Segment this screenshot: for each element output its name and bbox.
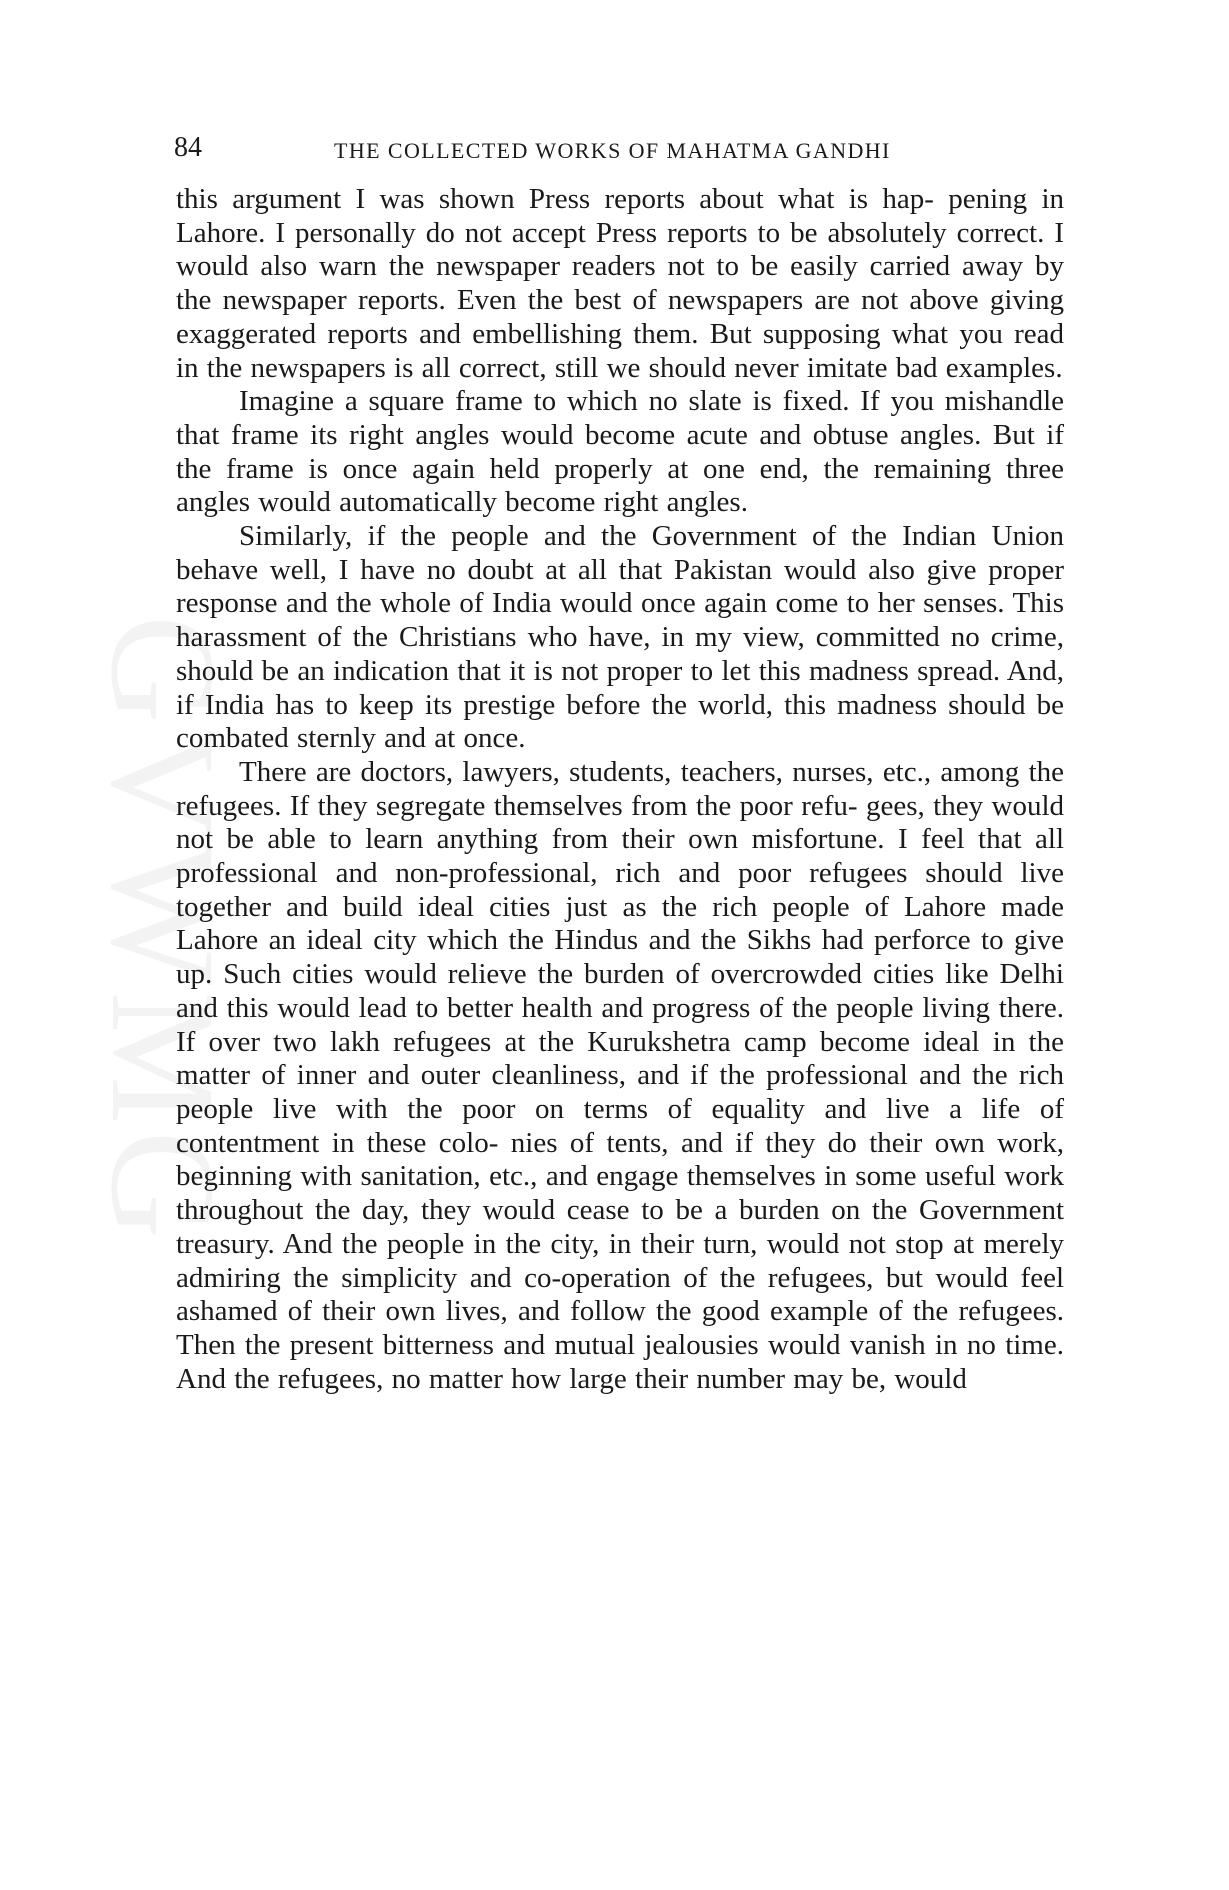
- running-head: THE COLLECTED WORKS OF MAHATMA GANDHI: [334, 138, 891, 163]
- paragraph-3: Similarly, if the people and the Government of the Indian Union behave well, I have no doubt at all that Pakistan would also give proper response and the whole of India would once again come to her senses. This harassment of the Christians who have, in my view, committed no crime, should be an indication that it is not proper to let this madness spread. And, if India has to keep its prestige before the world, this madness should be combated sternly and at once.: [176, 520, 1064, 755]
- page-number: 84: [174, 132, 202, 163]
- body-text: [176, 183, 1064, 1396]
- paragraph-1: this argument I was shown Press reports about what is hap- pening in Lahore. I personally do not accept Press reports to be absolutely correct. I would also warn the newspaper readers not to be easily carried away by the newspaper reports. Even the best of newspapers are not above giving exaggerated reports and embellishing them. But supposing what you read in the newspapers is all correct, still we should never imitate bad examples.: [176, 183, 1064, 384]
- paragraph-2: Imagine a square frame to which no slate is fixed. If you mishandle that frame its right angles would become acute and obtuse angles. But if the frame is once again held properly at one end, the remaining three angles would automatically become right angles.: [176, 385, 1064, 519]
- page-header: [174, 128, 1064, 168]
- paragraph-4: There are doctors, lawyers, students, teachers, nurses, etc., among the refugees. If they segregate themselves from the poor refu- gees, they would not be able to learn anything from their own misfortune. I feel that all professional and non-professional, rich and poor refugees should live together and build ideal cities just as the rich people of Lahore made Lahore an ideal city which the Hindus and the Sikhs had perforce to give up. Such cities would relieve the burden of overcrowded cities like Delhi and this would lead to better health and progress of the people living there. If over two lakh refugees at the Kurukshetra camp become ideal in the matter of inner and outer cleanliness, and if the professional and the rich people live with the poor on terms of equality and live a life of contentment in these colo- nies of tents, and if they do their own work, beginning with sanitation, etc., and engage themselves in some useful work throughout the day, they would cease to be a burden on the Government treasury. And the people in the city, in their turn, would not stop at merely admiring the simplicity and co-operation of the refugees, but would feel ashamed of their own lives, and follow the good example of the refugees. Then the present bitterness and mutual jealousies would vanish in no time. And the refugees, no matter how large their number may be, would: [176, 755, 1064, 1395]
- watermark-text: GVWMG: [80, 615, 246, 1245]
